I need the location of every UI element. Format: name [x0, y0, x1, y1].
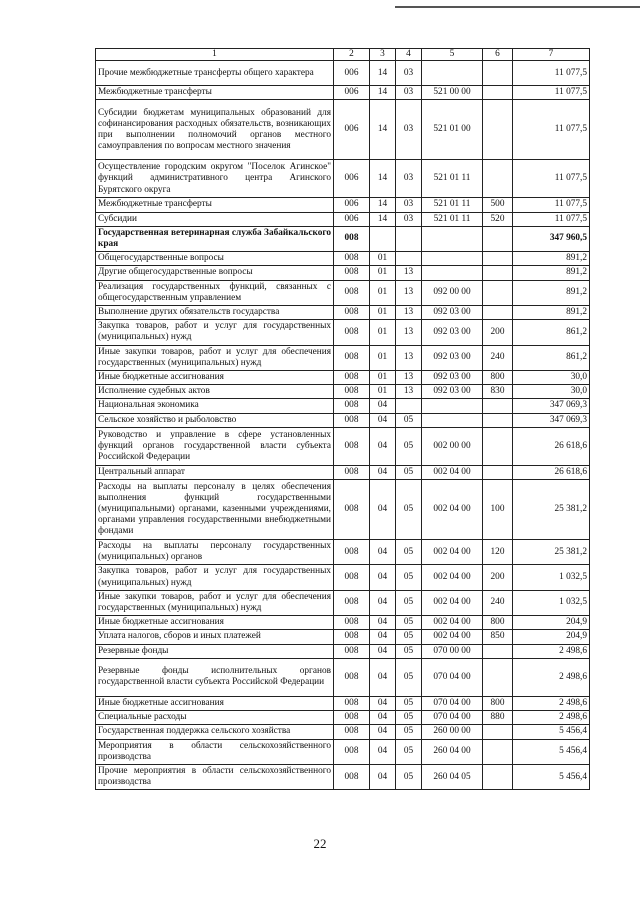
row-section-code: [370, 226, 396, 251]
table-row: [96, 413, 590, 427]
row-section-code: 04: [370, 616, 396, 630]
row-target-code: 070 00 00: [422, 644, 483, 658]
row-ministry-code: 008: [334, 427, 370, 465]
row-amount: 891,2: [513, 266, 590, 280]
row-subsection-code: 05: [396, 480, 422, 540]
row-expense-type-code: [483, 399, 513, 413]
row-amount: 1 032,5: [513, 590, 590, 615]
row-expense-type-code: 200: [483, 320, 513, 345]
row-amount: 26 618,6: [513, 465, 590, 479]
row-amount: 5 456,4: [513, 739, 590, 764]
row-subsection-code: [396, 226, 422, 251]
table-row: [96, 630, 590, 644]
row-name: Осуществление городским округом "Поселок Агинское" функций административного центра Агинского Бурятского округа: [96, 160, 334, 198]
row-name: Межбюджетные трансферты: [96, 198, 334, 212]
row-amount: 25 381,2: [513, 540, 590, 565]
row-expense-type-code: 500: [483, 198, 513, 212]
table-row: [96, 86, 590, 100]
row-name: Прочие межбюджетные трансферты общего характера: [96, 61, 334, 86]
row-ministry-code: 006: [334, 61, 370, 86]
row-expense-type-code: 240: [483, 345, 513, 370]
row-target-code: 002 04 00: [422, 616, 483, 630]
row-subsection-code: 13: [396, 320, 422, 345]
row-expense-type-code: [483, 280, 513, 305]
row-name: Субсидии: [96, 212, 334, 226]
row-name: Национальная экономика: [96, 399, 334, 413]
row-amount: 2 498,6: [513, 644, 590, 658]
table-row: [96, 212, 590, 226]
row-expense-type-code: [483, 160, 513, 198]
row-ministry-code: 008: [334, 480, 370, 540]
row-subsection-code: 05: [396, 696, 422, 710]
row-amount: 891,2: [513, 306, 590, 320]
row-section-code: 14: [370, 86, 396, 100]
table-row: [96, 100, 590, 160]
row-amount: 347 069,3: [513, 399, 590, 413]
row-ministry-code: 008: [334, 739, 370, 764]
table-row: [96, 345, 590, 370]
row-subsection-code: 03: [396, 100, 422, 160]
row-expense-type-code: [483, 252, 513, 266]
row-expense-type-code: [483, 644, 513, 658]
row-section-code: 01: [370, 266, 396, 280]
row-name: Иные закупки товаров, работ и услуг для обеспечения государственных (муниципальных) нужд: [96, 345, 334, 370]
row-target-code: 521 01 00: [422, 100, 483, 160]
row-amount: 26 618,6: [513, 427, 590, 465]
row-section-code: 04: [370, 413, 396, 427]
row-target-code: 092 03 00: [422, 345, 483, 370]
row-target-code: 092 00 00: [422, 280, 483, 305]
row-target-code: 260 04 05: [422, 764, 483, 789]
row-amount: 2 498,6: [513, 711, 590, 725]
row-section-code: 01: [370, 306, 396, 320]
top-rule: [395, 6, 640, 8]
row-expense-type-code: [483, 739, 513, 764]
table-row: [96, 252, 590, 266]
row-name: Руководство и управление в сфере установленных функций органов государственной власти субъекта Российской Федерации: [96, 427, 334, 465]
header-col-4: 4: [396, 49, 422, 61]
table-row: [96, 399, 590, 413]
header-col-1: 1: [96, 49, 334, 61]
row-subsection-code: 13: [396, 371, 422, 385]
row-ministry-code: 006: [334, 160, 370, 198]
table-row: [96, 616, 590, 630]
table-row: [96, 280, 590, 305]
table-row: [96, 306, 590, 320]
row-ministry-code: 006: [334, 86, 370, 100]
row-expense-type-code: 100: [483, 480, 513, 540]
table-row: [96, 739, 590, 764]
row-target-code: [422, 226, 483, 251]
row-subsection-code: 05: [396, 739, 422, 764]
row-section-code: 14: [370, 160, 396, 198]
row-amount: 11 077,5: [513, 212, 590, 226]
header-col-7: 7: [513, 49, 590, 61]
table-row: [96, 61, 590, 86]
row-section-code: 04: [370, 540, 396, 565]
row-amount: 25 381,2: [513, 480, 590, 540]
page-number: 22: [313, 836, 327, 851]
table-row: [96, 540, 590, 565]
row-subsection-code: 05: [396, 644, 422, 658]
row-expense-type-code: [483, 86, 513, 100]
header-col-5: 5: [422, 49, 483, 61]
row-name: Расходы на выплаты персоналу государственных (муниципальных) органов: [96, 540, 334, 565]
row-section-code: 04: [370, 696, 396, 710]
row-name: Иные бюджетные ассигнования: [96, 616, 334, 630]
row-expense-type-code: [483, 465, 513, 479]
table-row: [96, 160, 590, 198]
row-ministry-code: 008: [334, 252, 370, 266]
row-name: Межбюджетные трансферты: [96, 86, 334, 100]
row-target-code: 260 00 00: [422, 725, 483, 739]
row-ministry-code: 008: [334, 266, 370, 280]
row-subsection-code: 05: [396, 764, 422, 789]
row-name: Иные бюджетные ассигнования: [96, 696, 334, 710]
row-target-code: 092 03 00: [422, 320, 483, 345]
row-name: Центральный аппарат: [96, 465, 334, 479]
row-subsection-code: 05: [396, 711, 422, 725]
row-target-code: [422, 413, 483, 427]
row-subsection-code: [396, 252, 422, 266]
row-section-code: 01: [370, 320, 396, 345]
row-subsection-code: 05: [396, 427, 422, 465]
row-name: Государственная ветеринарная служба Забайкальского края: [96, 226, 334, 251]
row-ministry-code: 006: [334, 198, 370, 212]
table-row: [96, 480, 590, 540]
row-section-code: 04: [370, 739, 396, 764]
row-amount: 347 960,5: [513, 226, 590, 251]
row-section-code: 14: [370, 61, 396, 86]
row-ministry-code: 008: [334, 565, 370, 590]
row-amount: 347 069,3: [513, 413, 590, 427]
row-section-code: 04: [370, 399, 396, 413]
row-name: Расходы на выплаты персоналу в целях обеспечения выполнения функций государственными (муниципальными) органами, казенными учреждениями, органами управления государственными внебюджетными фондами: [96, 480, 334, 540]
row-section-code: 14: [370, 100, 396, 160]
row-amount: 204,9: [513, 616, 590, 630]
row-subsection-code: 05: [396, 658, 422, 696]
row-amount: 5 456,4: [513, 725, 590, 739]
row-section-code: 04: [370, 630, 396, 644]
row-section-code: 04: [370, 711, 396, 725]
row-ministry-code: 008: [334, 413, 370, 427]
row-target-code: 070 04 00: [422, 696, 483, 710]
row-ministry-code: 008: [334, 540, 370, 565]
table-body: [96, 61, 590, 790]
row-name: Закупка товаров, работ и услуг для государственных (муниципальных) нужд: [96, 565, 334, 590]
row-section-code: 04: [370, 590, 396, 615]
row-expense-type-code: [483, 764, 513, 789]
row-expense-type-code: 800: [483, 371, 513, 385]
row-target-code: 002 04 00: [422, 540, 483, 565]
row-ministry-code: 008: [334, 399, 370, 413]
row-subsection-code: 03: [396, 160, 422, 198]
row-ministry-code: 008: [334, 696, 370, 710]
row-target-code: 070 04 00: [422, 711, 483, 725]
budget-table: [95, 48, 590, 790]
row-section-code: 04: [370, 465, 396, 479]
row-subsection-code: 03: [396, 198, 422, 212]
row-amount: 30,0: [513, 371, 590, 385]
row-expense-type-code: [483, 61, 513, 86]
row-expense-type-code: 240: [483, 590, 513, 615]
table-row: [96, 590, 590, 615]
row-expense-type-code: [483, 100, 513, 160]
row-ministry-code: 008: [334, 764, 370, 789]
row-name: Закупка товаров, работ и услуг для государственных (муниципальных) нужд: [96, 320, 334, 345]
table-row: [96, 226, 590, 251]
row-ministry-code: 008: [334, 644, 370, 658]
row-name: Выполнение других обязательств государства: [96, 306, 334, 320]
row-name: Уплата налогов, сборов и иных платежей: [96, 630, 334, 644]
row-ministry-code: 008: [334, 345, 370, 370]
row-ministry-code: 008: [334, 320, 370, 345]
row-ministry-code: 008: [334, 616, 370, 630]
row-subsection-code: 03: [396, 212, 422, 226]
row-subsection-code: 05: [396, 565, 422, 590]
header-col-6: 6: [483, 49, 513, 61]
row-expense-type-code: 880: [483, 711, 513, 725]
row-name: Иные закупки товаров, работ и услуг для обеспечения государственных (муниципальных) нужд: [96, 590, 334, 615]
row-expense-type-code: [483, 413, 513, 427]
row-target-code: 002 04 00: [422, 590, 483, 615]
row-ministry-code: 008: [334, 725, 370, 739]
row-name: Субсидии бюджетам муниципальных образований для софинансирования расходных обязательств, возникающих при выполнении полномочий органов местного самоуправления по вопросам местного значения: [96, 100, 334, 160]
row-target-code: 092 03 00: [422, 385, 483, 399]
row-target-code: 521 01 11: [422, 198, 483, 212]
row-subsection-code: 13: [396, 266, 422, 280]
row-expense-type-code: [483, 658, 513, 696]
row-section-code: 14: [370, 212, 396, 226]
row-subsection-code: 05: [396, 630, 422, 644]
row-ministry-code: 008: [334, 658, 370, 696]
row-target-code: 002 04 00: [422, 565, 483, 590]
row-section-code: 14: [370, 198, 396, 212]
row-subsection-code: 03: [396, 61, 422, 86]
table-row: [96, 266, 590, 280]
row-expense-type-code: [483, 226, 513, 251]
row-target-code: [422, 266, 483, 280]
row-name: Специальные расходы: [96, 711, 334, 725]
row-subsection-code: 13: [396, 306, 422, 320]
row-subsection-code: 13: [396, 280, 422, 305]
row-expense-type-code: [483, 306, 513, 320]
row-name: Общегосударственные вопросы: [96, 252, 334, 266]
row-amount: 11 077,5: [513, 100, 590, 160]
row-name: Мероприятия в области сельскохозяйственного производства: [96, 739, 334, 764]
row-expense-type-code: 200: [483, 565, 513, 590]
row-ministry-code: 008: [334, 226, 370, 251]
row-expense-type-code: 830: [483, 385, 513, 399]
row-ministry-code: 006: [334, 212, 370, 226]
row-subsection-code: 05: [396, 616, 422, 630]
table-row: [96, 658, 590, 696]
row-expense-type-code: [483, 725, 513, 739]
budget-table-container: [95, 48, 589, 790]
row-name: Резервные фонды исполнительных органов государственной власти субъекта Российской Федерации: [96, 658, 334, 696]
row-expense-type-code: 520: [483, 212, 513, 226]
row-ministry-code: 008: [334, 306, 370, 320]
row-name: Иные бюджетные ассигнования: [96, 371, 334, 385]
row-expense-type-code: [483, 266, 513, 280]
row-amount: 11 077,5: [513, 198, 590, 212]
header-col-3: 3: [370, 49, 396, 61]
row-subsection-code: 03: [396, 86, 422, 100]
row-section-code: 01: [370, 345, 396, 370]
row-amount: 30,0: [513, 385, 590, 399]
table-row: [96, 371, 590, 385]
row-amount: 861,2: [513, 320, 590, 345]
table-row: [96, 644, 590, 658]
table-row: [96, 764, 590, 789]
row-target-code: 002 04 00: [422, 465, 483, 479]
row-amount: 2 498,6: [513, 696, 590, 710]
row-ministry-code: 008: [334, 630, 370, 644]
row-section-code: 01: [370, 385, 396, 399]
row-target-code: [422, 399, 483, 413]
header-col-2: 2: [334, 49, 370, 61]
row-name: Сельское хозяйство и рыболовство: [96, 413, 334, 427]
row-subsection-code: 13: [396, 385, 422, 399]
row-target-code: 002 04 00: [422, 630, 483, 644]
row-amount: 2 498,6: [513, 658, 590, 696]
table-row: [96, 427, 590, 465]
row-ministry-code: 008: [334, 711, 370, 725]
row-target-code: 521 01 11: [422, 160, 483, 198]
table-row: [96, 725, 590, 739]
table-row: [96, 198, 590, 212]
row-target-code: 002 04 00: [422, 480, 483, 540]
row-amount: 891,2: [513, 280, 590, 305]
row-target-code: 260 04 00: [422, 739, 483, 764]
row-expense-type-code: 800: [483, 696, 513, 710]
row-name: Государственная поддержка сельского хозяйства: [96, 725, 334, 739]
row-amount: 5 456,4: [513, 764, 590, 789]
row-target-code: 070 04 00: [422, 658, 483, 696]
row-amount: 861,2: [513, 345, 590, 370]
row-section-code: 04: [370, 725, 396, 739]
table-row: [96, 320, 590, 345]
row-ministry-code: 008: [334, 371, 370, 385]
row-amount: 891,2: [513, 252, 590, 266]
row-ministry-code: 008: [334, 590, 370, 615]
row-section-code: 04: [370, 658, 396, 696]
row-expense-type-code: 850: [483, 630, 513, 644]
row-section-code: 04: [370, 565, 396, 590]
row-expense-type-code: [483, 427, 513, 465]
row-subsection-code: 05: [396, 540, 422, 565]
row-section-code: 04: [370, 644, 396, 658]
row-name: Исполнение судебных актов: [96, 385, 334, 399]
row-section-code: 04: [370, 427, 396, 465]
row-name: Прочие мероприятия в области сельскохозяйственного производства: [96, 764, 334, 789]
row-subsection-code: 05: [396, 413, 422, 427]
row-amount: 204,9: [513, 630, 590, 644]
row-subsection-code: 13: [396, 345, 422, 370]
row-subsection-code: [396, 399, 422, 413]
row-subsection-code: 05: [396, 465, 422, 479]
row-target-code: 092 03 00: [422, 306, 483, 320]
row-target-code: 002 00 00: [422, 427, 483, 465]
row-target-code: 521 00 00: [422, 86, 483, 100]
row-name: Реализация государственных функций, связанных с общегосударственным управлением: [96, 280, 334, 305]
row-section-code: 01: [370, 252, 396, 266]
row-subsection-code: 05: [396, 590, 422, 615]
table-row: [96, 696, 590, 710]
row-amount: 11 077,5: [513, 86, 590, 100]
row-name: Резервные фонды: [96, 644, 334, 658]
row-target-code: 092 03 00: [422, 371, 483, 385]
table-row: [96, 385, 590, 399]
row-amount: 1 032,5: [513, 565, 590, 590]
table-row: [96, 565, 590, 590]
row-ministry-code: 008: [334, 465, 370, 479]
row-name: Другие общегосударственные вопросы: [96, 266, 334, 280]
row-amount: 11 077,5: [513, 160, 590, 198]
row-ministry-code: 006: [334, 100, 370, 160]
row-target-code: [422, 61, 483, 86]
row-section-code: 04: [370, 480, 396, 540]
row-expense-type-code: 800: [483, 616, 513, 630]
row-ministry-code: 008: [334, 280, 370, 305]
row-amount: 11 077,5: [513, 61, 590, 86]
row-ministry-code: 008: [334, 385, 370, 399]
row-expense-type-code: 120: [483, 540, 513, 565]
table-row: [96, 711, 590, 725]
row-target-code: 521 01 11: [422, 212, 483, 226]
row-section-code: 04: [370, 764, 396, 789]
table-row: [96, 465, 590, 479]
row-target-code: [422, 252, 483, 266]
row-subsection-code: 05: [396, 725, 422, 739]
row-section-code: 01: [370, 280, 396, 305]
row-section-code: 01: [370, 371, 396, 385]
header-row: [96, 49, 590, 61]
